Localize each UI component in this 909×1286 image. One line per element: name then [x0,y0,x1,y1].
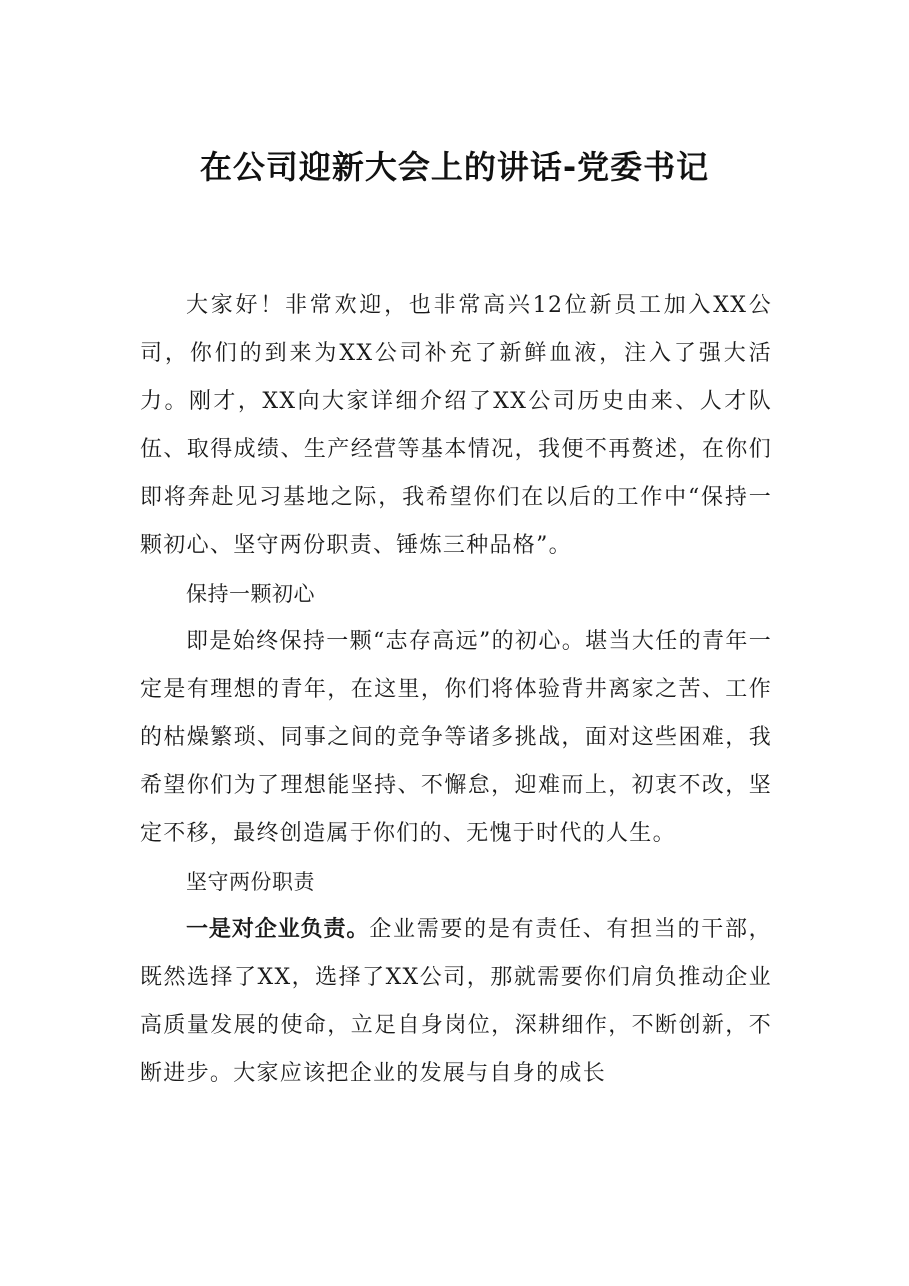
section-heading-original-aspiration: 保持一颗初心 [186,582,315,606]
duty-to-enterprise-lead: 一是对企业负责。 [186,917,370,942]
duty-to-enterprise-paragraph [140,906,772,1098]
intro-paragraph: 大家好！非常欢迎，也非常高兴12位新员工加入XX公司，你们的到来为XX公司补充了新鲜血液，注入了强大活力。刚才，XX向大家详细介绍了XX公司历史由来、人才队伍、取得成绩、生产经营等基本情况，我便不再赘述，在你们即将奔赴见习基地之际，我希望你们在以后的工作中“保持一颗初心、坚守两份职责、锤炼三种品格”。 [140,293,772,558]
duty-to-enterprise-text: 企业需要的是有责任、有担当的干部，既然选择了XX，选择了XX公司，那就需要你们肩负推动企业高质量发展的使命，立足自身岗位，深耕细作，不断创新，不断进步。大家应该把企业的发展与自身的成长 [140,917,772,1086]
document-title: 在公司迎新大会上的讲话-党委书记 [199,148,710,186]
section-heading-two-duties: 坚守两份职责 [186,870,315,894]
original-aspiration-paragraph: 即是始终保持一颗“志存高远”的初心。堪当大任的青年一定是有理想的青年，在这里，你们将体验背井离家之苦、工作的枯燥繁琐、同事之间的竞争等诸多挑战，面对这些困难，我希望你们为了理想能坚持、不懈怠，迎难而上，初衷不改，坚定不移，最终创造属于你们的、无愧于时代的人生。 [140,629,772,846]
document-body [140,282,772,1098]
